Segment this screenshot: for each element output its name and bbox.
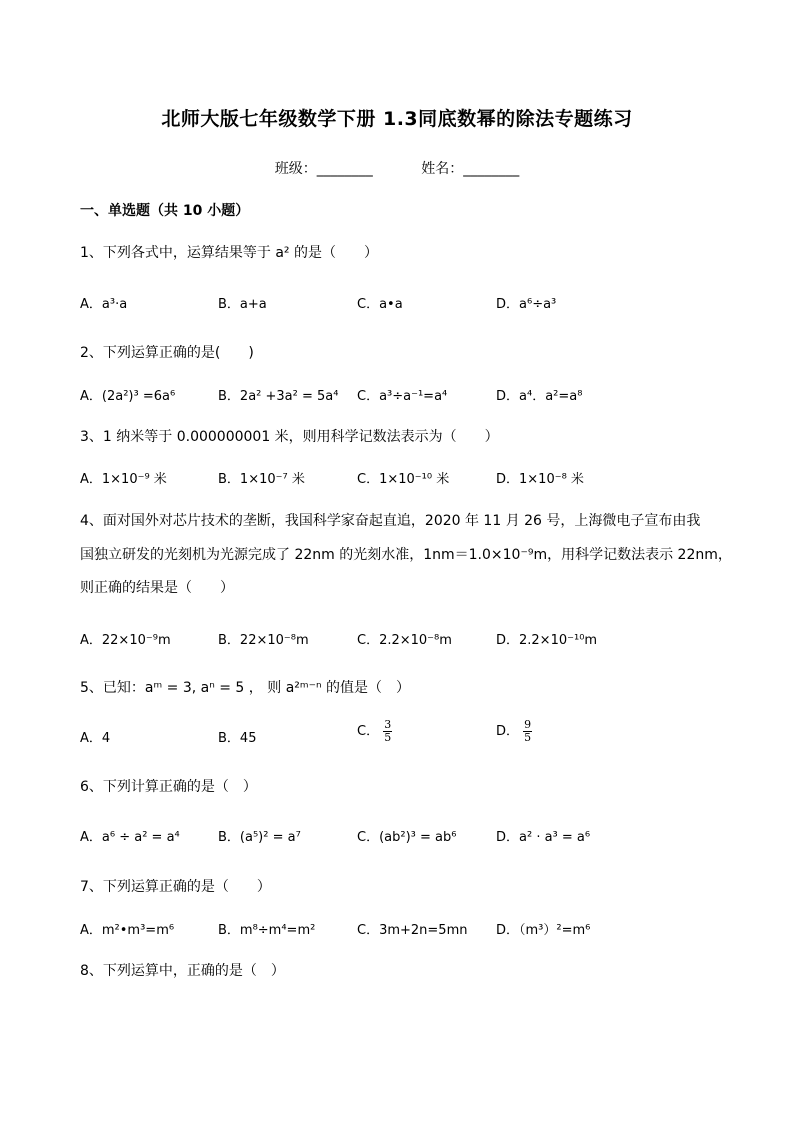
fraction-numerator: 3 bbox=[384, 718, 392, 731]
q5-option-d[interactable] bbox=[496, 719, 532, 744]
q7-option-c[interactable]: C．3m+2n=5mn bbox=[357, 923, 468, 938]
question-8: 8、下列运算中，正确的是（ ） bbox=[80, 963, 285, 979]
section-heading: 一、单选题（共 10 小题） bbox=[80, 203, 250, 219]
q1-option-d[interactable]: D．a⁶÷a³ bbox=[496, 297, 557, 312]
q6-option-c[interactable]: C．(ab²)³ = ab⁶ bbox=[357, 830, 457, 845]
question-7: 7、下列运算正确的是（ ） bbox=[80, 879, 271, 895]
q5-option-c[interactable] bbox=[357, 719, 392, 744]
q4-option-d[interactable]: D．2.2×10⁻¹⁰m bbox=[496, 633, 598, 648]
question-4-line-3: 则正确的结果是（ ） bbox=[80, 580, 234, 596]
q3-option-b[interactable]: B．1×10⁻⁷ 米 bbox=[218, 472, 305, 487]
student-info bbox=[0, 158, 794, 178]
class-field[interactable]: 班级：________ bbox=[274, 161, 373, 177]
q4-option-b[interactable]: B．22×10⁻⁸m bbox=[218, 633, 309, 648]
q2-option-c[interactable]: C．a³÷a⁻¹=a⁴ bbox=[357, 389, 448, 404]
q7-option-b[interactable]: B．m⁸÷m⁴=m² bbox=[218, 923, 316, 938]
q5-option-c-fraction bbox=[383, 719, 392, 744]
q7-option-a[interactable]: A．m²•m³=m⁶ bbox=[80, 923, 175, 938]
question-4-line-2: 国独立研发的光刻机为光源完成了 22nm 的光刻水准，1nm＝1.0×10⁻⁹m，用科学记数法表示 22nm， bbox=[80, 547, 732, 563]
q6-option-b[interactable]: B．(a⁵)² = a⁷ bbox=[218, 830, 301, 845]
q3-option-a[interactable]: A．1×10⁻⁹ 米 bbox=[80, 472, 167, 487]
q6-option-d[interactable]: D．a² · a³ = a⁶ bbox=[496, 830, 591, 845]
q4-option-c[interactable]: C．2.2×10⁻⁸m bbox=[357, 633, 452, 648]
q1-option-b[interactable]: B．a+a bbox=[218, 297, 267, 312]
q5-option-d-fraction bbox=[523, 719, 532, 744]
q2-option-a[interactable]: A．(2a²)³ =6a⁶ bbox=[80, 389, 176, 404]
fraction-denominator: 5 bbox=[524, 731, 532, 745]
q5-option-a[interactable]: A．4 bbox=[80, 731, 111, 746]
question-3: 3、1 纳米等于 0.000000001 米，则用科学记数法表示为（ ） bbox=[80, 429, 499, 445]
q5-option-b[interactable]: B．45 bbox=[218, 731, 257, 746]
question-4-line-1: 4、面对国外对芯片技术的垄断，我国科学家奋起直追，2020 年 11 月 26 号，上海微电子宣布由我 bbox=[80, 513, 701, 529]
q3-option-c[interactable]: C．1×10⁻¹⁰ 米 bbox=[357, 472, 450, 487]
question-1: 1、下列各式中，运算结果等于 a² 的是（ ） bbox=[80, 245, 378, 261]
q3-option-d[interactable]: D．1×10⁻⁸ 米 bbox=[496, 472, 584, 487]
q7-option-d[interactable]: D．（m³）²=m⁶ bbox=[496, 923, 591, 938]
fraction-numerator: 9 bbox=[524, 718, 532, 731]
q1-option-c[interactable]: C．a•a bbox=[357, 297, 403, 312]
q6-option-a[interactable]: A．a⁶ ÷ a² = a⁴ bbox=[80, 830, 180, 845]
question-5: 5、已知：aᵐ = 3, aⁿ = 5 ， 则 a²ᵐ⁻ⁿ 的值是（ ） bbox=[80, 680, 411, 696]
fraction-denominator: 5 bbox=[384, 731, 392, 745]
q2-option-d[interactable]: D．a⁴．a²=a⁸ bbox=[496, 389, 583, 404]
q1-option-a[interactable]: A．a³·a bbox=[80, 297, 128, 312]
q5-option-c-label: C． bbox=[357, 724, 380, 740]
q2-option-b[interactable]: B．2a² +3a² = 5a⁴ bbox=[218, 389, 339, 404]
question-6: 6、下列计算正确的是（ ） bbox=[80, 779, 257, 795]
name-field[interactable]: 姓名：________ bbox=[421, 161, 520, 177]
document-title: 北师大版七年级数学下册 1.3同底数幂的除法专题练习 bbox=[161, 108, 633, 130]
q4-option-a[interactable]: A．22×10⁻⁹m bbox=[80, 633, 171, 648]
question-2: 2、下列运算正确的是( ) bbox=[80, 345, 254, 361]
q5-option-d-label: D． bbox=[496, 724, 520, 740]
